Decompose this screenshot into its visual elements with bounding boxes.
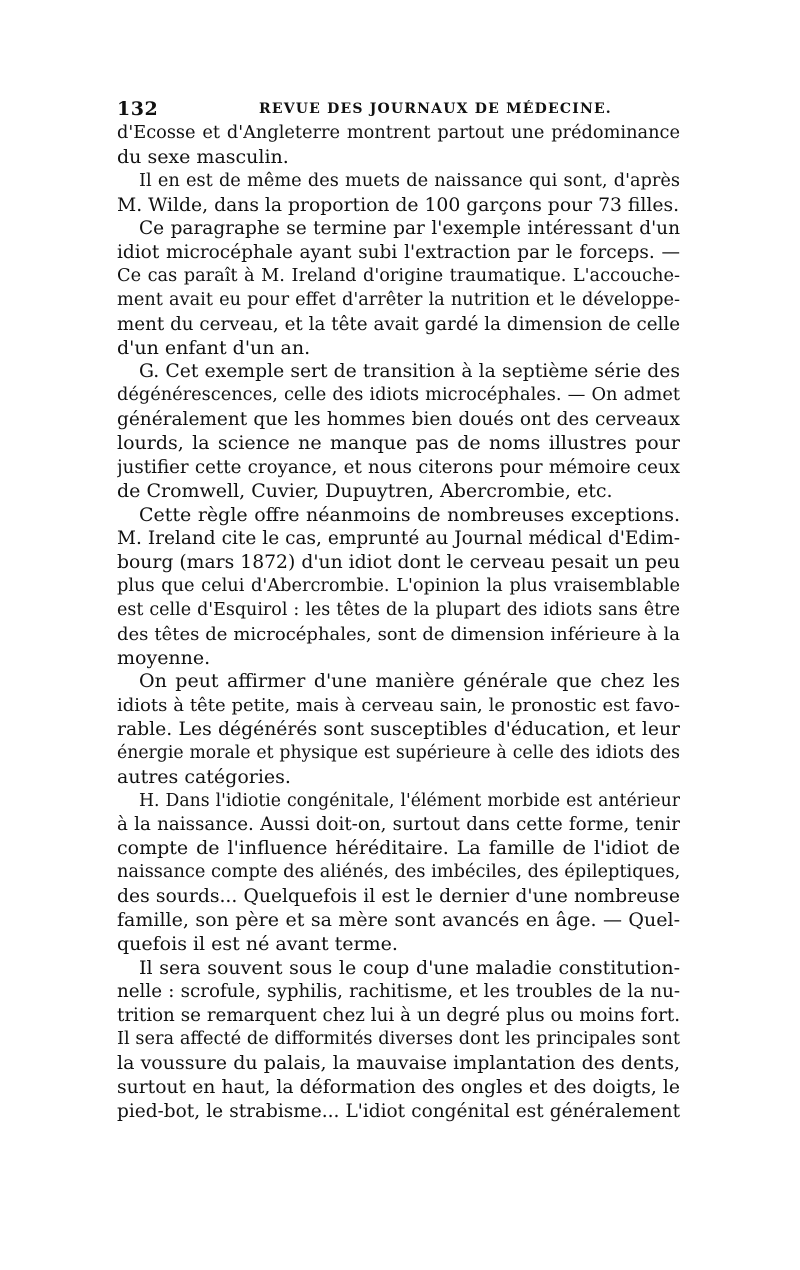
text-line: à la naissance. Aussi doit-on, surtout dans cette forme, tenir bbox=[117, 814, 680, 836]
text-line: de Cromwell, Cuvier, Dupuytren, Abercrombie, etc. bbox=[117, 479, 613, 502]
text-line: des têtes de microcéphales, sont de dimension inférieure à la bbox=[117, 623, 680, 645]
text-line: Il sera affecté de difformités diverses dont les principales sont bbox=[117, 1029, 680, 1050]
text-line: compte de l'influence héréditaire. La famille de l'idiot de bbox=[117, 837, 680, 860]
text-line: Il sera souvent sous le coup d'une maladie constitution- bbox=[139, 956, 680, 979]
text-line: énergie morale et physique est supérieure à celle des idiots des bbox=[117, 742, 680, 763]
page-header bbox=[117, 98, 680, 122]
text-line: quefois il est né avant terme. bbox=[117, 932, 398, 955]
running-head: REVUE DES JOURNAUX DE MÉDECINE. bbox=[259, 101, 612, 117]
page-number: 132 bbox=[117, 98, 159, 120]
text-line: trition se remarquent chez lui à un degré plus ou moins fort. bbox=[117, 1005, 680, 1027]
text-line: est celle d'Esquirol : les têtes de la plupart des idiots sans être bbox=[117, 599, 680, 620]
text-line: M. Ireland cite le cas, emprunté au Journal médical d'Edim- bbox=[117, 528, 680, 550]
text-line: généralement que les hommes bien doués ont des cerveaux bbox=[117, 409, 680, 431]
text-line: Il en est de même des muets de naissance qui sont, d'après bbox=[139, 170, 680, 191]
text-line: M. Wilde, dans la proportion de 100 garçons pour 73 filles. bbox=[117, 194, 680, 216]
text-line: idiot microcéphale ayant subi l'extraction par le forceps. — bbox=[117, 242, 680, 264]
text-line: d'un enfant d'un an. bbox=[117, 336, 311, 359]
text-line: dégénérescences, celle des idiots microcéphales. — On admet bbox=[117, 385, 680, 406]
text-line: Ce cas paraît à M. Ireland d'origine traumatique. L'accouche- bbox=[117, 266, 680, 287]
text-line: d'Ecosse et d'Angleterre montrent partout une prédominance bbox=[117, 123, 680, 143]
text-line: plus que celui d'Abercrombie. L'opinion la plus vraisemblable bbox=[117, 576, 680, 597]
text-line: la voussure du palais, la mauvaise implantation des dents, bbox=[117, 1051, 680, 1074]
text-line: moyenne. bbox=[117, 646, 211, 669]
text-line: On peut affirmer d'une manière générale que chez les bbox=[139, 670, 680, 693]
text-line: famille, son père et sa mère sont avancés en âge. — Quel- bbox=[117, 908, 680, 931]
text-line: G. Cet exemple sert de transition à la septième série des bbox=[139, 361, 680, 383]
text-line: idiots à tête petite, mais à cerveau sain, le pronostic est favo- bbox=[117, 695, 680, 717]
text-line: naissance compte des aliénés, des imbéciles, des épileptiques, bbox=[117, 862, 680, 883]
text-line: des sourds... Quelquefois il est le dernier d'une nombreuse bbox=[117, 886, 680, 907]
text-line: nelle : scrofule, syphilis, rachitisme, et les troubles de la nu- bbox=[117, 981, 680, 1003]
text-line: rable. Les dégénérés sont susceptibles d'éducation, et leur bbox=[117, 719, 680, 741]
text-line: autres catégories. bbox=[117, 765, 291, 788]
text-line: pied-bot, le strabisme... L'idiot congénital est généralement bbox=[117, 1100, 680, 1122]
text-line: ment avait eu pour effet d'arrêter la nutrition et le développe- bbox=[117, 289, 680, 310]
text-line: Cette règle offre néanmoins de nombreuses exceptions. bbox=[139, 503, 680, 526]
text-line: Ce paragraphe se termine par l'exemple intéressant d'un bbox=[139, 218, 680, 240]
body-text bbox=[117, 122, 680, 1123]
text-line: surtout en haut, la déformation des ongles et des doigts, le bbox=[117, 1076, 680, 1098]
text-line: ment du cerveau, et la tête avait gardé la dimension de celle bbox=[117, 313, 680, 335]
text-line: justifier cette croyance, et nous citerons pour mémoire ceux bbox=[117, 456, 680, 478]
text-line: H. Dans l'idiotie congénitale, l'élément morbide est antérieur bbox=[139, 790, 680, 811]
text-line: lourds, la science ne manque pas de noms illustres pour bbox=[117, 431, 680, 454]
text-line: bourg (mars 1872) d'un idiot dont le cerveau pesait un peu bbox=[117, 552, 680, 574]
text-line: du sexe masculin. bbox=[117, 145, 289, 168]
